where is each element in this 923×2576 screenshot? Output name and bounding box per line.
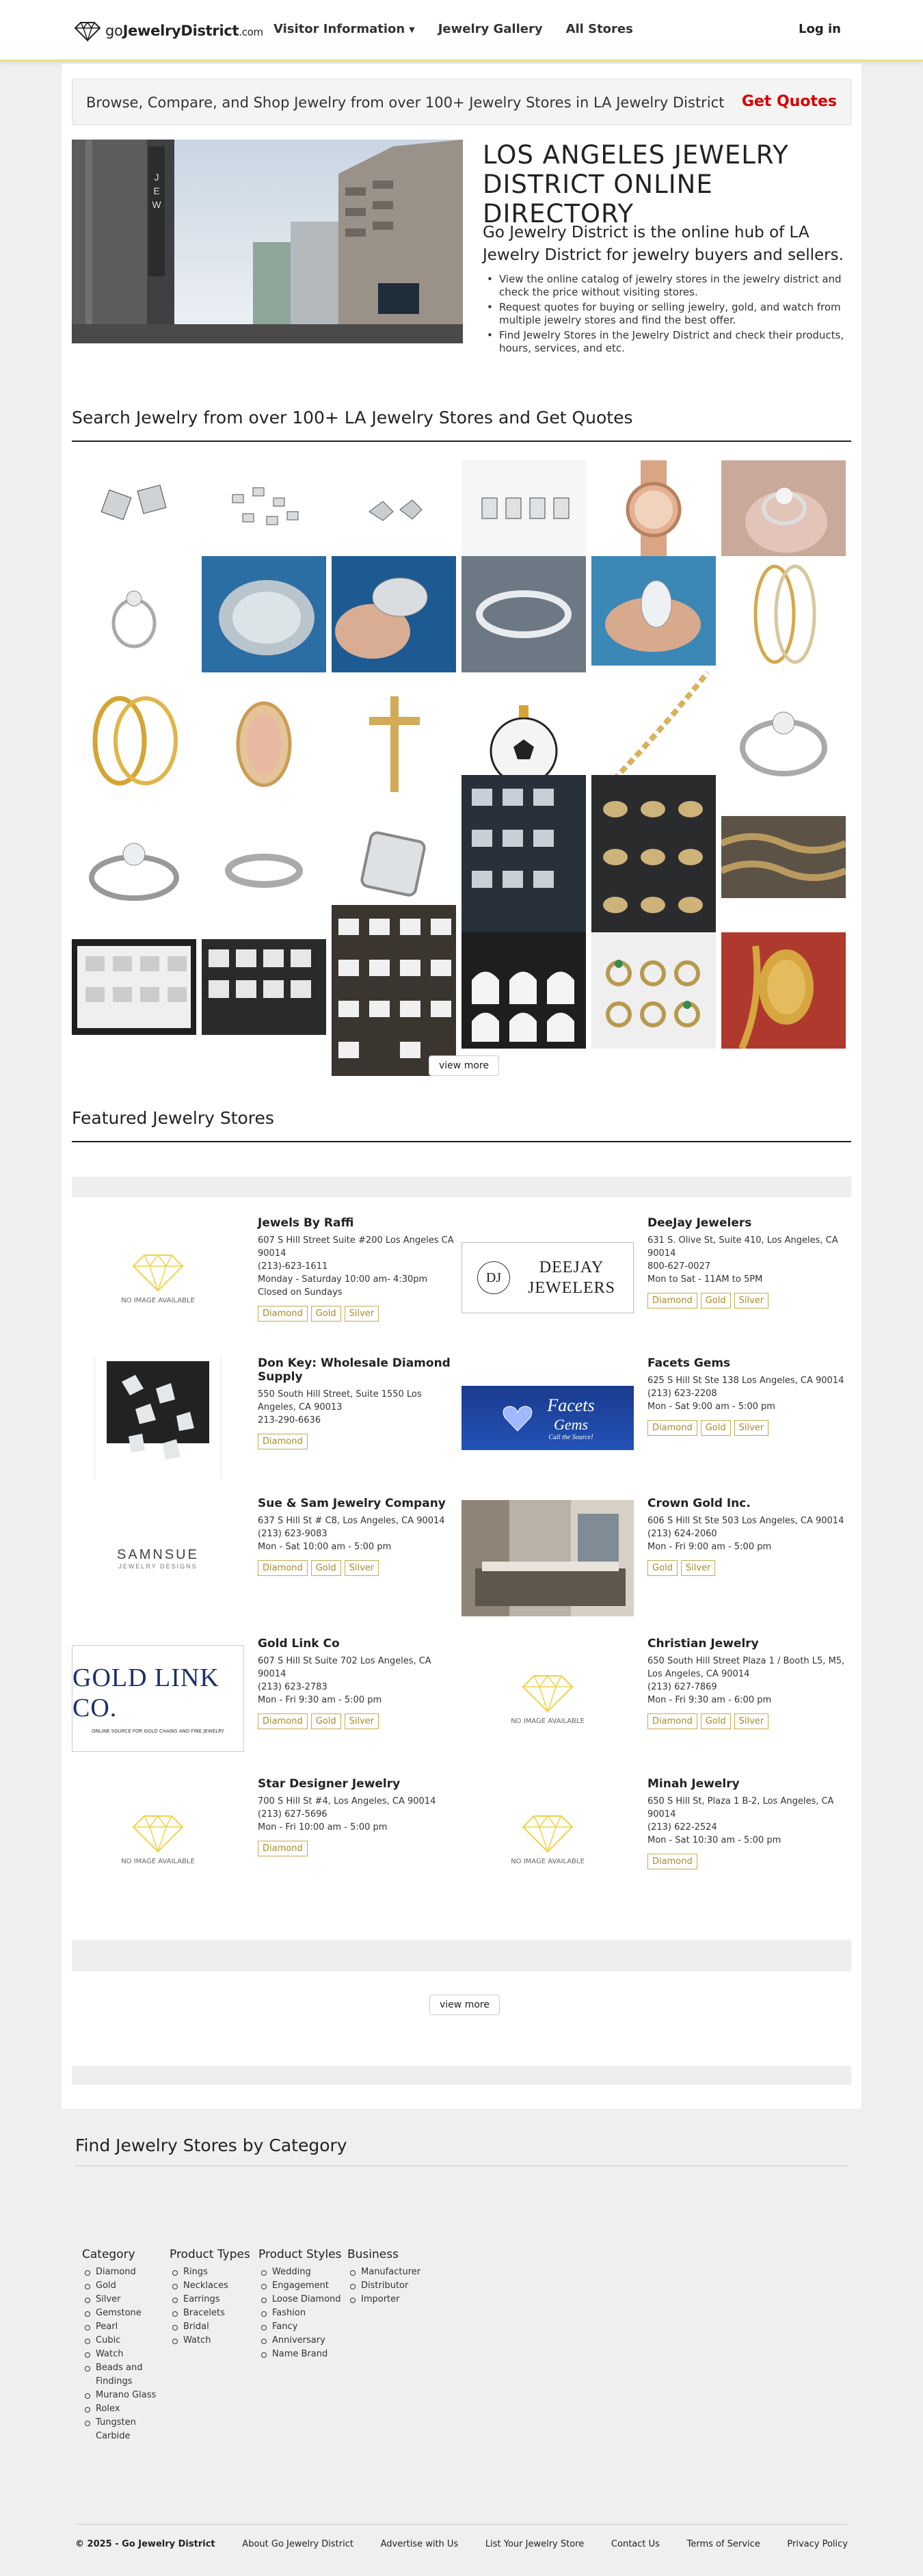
no-image-label: NO IMAGE AVAILABLE	[511, 1718, 585, 1725]
site-header	[0, 0, 923, 62]
jewelry-gallery	[72, 460, 851, 1076]
store-info	[647, 1637, 846, 1729]
store-tag[interactable]: Diamond	[647, 1713, 697, 1729]
store-name[interactable]: Jewels By Raffi	[258, 1216, 354, 1230]
store-detail-line: 606 S Hill St Ste 503 Los Angeles, CA 90014	[647, 1516, 844, 1526]
gallery-item[interactable]	[202, 939, 326, 1035]
store-name[interactable]: Don Key: Wholesale Diamond Supply	[258, 1356, 451, 1384]
logo-text: GOLD LINK CO.	[72, 1664, 219, 1722]
get-quotes-button[interactable]: Get Quotes	[741, 93, 837, 110]
store-tags	[647, 1713, 846, 1729]
store-detail-line: (213) 627-7869	[647, 1682, 717, 1692]
logo-text: Call the Source!	[548, 1433, 593, 1441]
footer-category-link[interactable]: Tungsten Carbide	[96, 2417, 136, 2441]
gallery-item[interactable]	[721, 460, 846, 556]
footer-category-column	[170, 2248, 254, 2348]
footer-category-link[interactable]: Necklaces	[183, 2281, 228, 2291]
store-detail-line: Closed on Sundays	[258, 1287, 343, 1298]
store-detail-line: (213) 623-2208	[647, 1389, 717, 1399]
gallery-item[interactable]	[462, 932, 586, 1049]
store-detail-line: 631 S. Olive St, Suite 410, Los Angeles, CA 90014	[647, 1235, 838, 1259]
nav-visitor-information[interactable]: Visitor Information ▼	[273, 22, 415, 36]
gallery-item[interactable]	[591, 556, 716, 672]
logo-text: JEWELERS	[528, 1279, 615, 1297]
store-tags	[258, 1434, 456, 1449]
no-image-label: NO IMAGE AVAILABLE	[121, 1858, 195, 1865]
footer-category-link[interactable]: Anniversary	[272, 2335, 325, 2345]
store-tag[interactable]: Gold	[647, 1560, 678, 1576]
store-info	[647, 1216, 846, 1309]
gallery-item[interactable]	[72, 556, 196, 672]
store-tag[interactable]: Gold	[701, 1293, 731, 1309]
loading-placeholder	[72, 2066, 851, 2085]
store-info	[647, 1356, 846, 1436]
store-detail-line: Mon to Sat - 11AM to 5PM	[647, 1274, 763, 1285]
hero-street-photo	[72, 140, 463, 343]
footer-category-link[interactable]: Name Brand	[272, 2349, 328, 2359]
store-tags	[258, 1560, 456, 1576]
store-detail-line: Mon - Fri 9:00 am - 5:00 pm	[647, 1542, 772, 1552]
store-detail-line: 213-290-6636	[258, 1415, 321, 1425]
main-content	[62, 64, 861, 2109]
store-tag[interactable]: Gold	[311, 1306, 341, 1322]
gallery-item[interactable]	[721, 816, 846, 898]
store-tag[interactable]: Diamond	[258, 1306, 308, 1322]
store-tag[interactable]: Gold	[311, 1560, 341, 1576]
store-tag[interactable]: Silver	[345, 1560, 379, 1576]
store-tag[interactable]: Diamond	[258, 1713, 308, 1729]
login-link[interactable]: Log in	[799, 22, 841, 36]
store-tags	[258, 1713, 456, 1729]
stores-view-more-button[interactable]: view more	[429, 1995, 500, 2015]
footer-category-link[interactable]: Loose Diamond	[272, 2294, 341, 2304]
store-info	[647, 1777, 846, 1869]
store-card[interactable]	[72, 1497, 455, 1627]
gallery-item[interactable]	[202, 679, 326, 802]
gallery-item[interactable]	[332, 679, 456, 802]
svg-text:E: E	[153, 185, 160, 196]
store-detail-line: (213) 623-2783	[258, 1682, 327, 1692]
store-name[interactable]: Crown Gold Inc.	[647, 1497, 751, 1510]
store-tag[interactable]: Diamond	[647, 1854, 697, 1869]
gallery-item[interactable]	[202, 460, 326, 556]
banner-text: Browse, Compare, and Shop Jewelry from over 100+ Jewelry Stores in LA Jewelry District	[86, 94, 725, 111]
footer-category-link[interactable]: Rolex	[96, 2404, 120, 2414]
footer-category-link[interactable]: Manufacturer	[361, 2267, 421, 2277]
store-tag[interactable]: Silver	[681, 1560, 716, 1576]
store-card[interactable]	[462, 1356, 844, 1486]
copyright: © 2025 - Go Jewelry District	[75, 2539, 215, 2549]
store-detail-line: 650 S Hill St, Plaza 1 B-2, Los Angeles, CA 90014	[647, 1796, 834, 1819]
gallery-item[interactable]	[591, 932, 716, 1049]
store-detail-line: 607 S Hill Street Suite #200 Los Angeles CA 90014	[258, 1235, 454, 1259]
svg-text:W: W	[152, 199, 161, 210]
store-card[interactable]	[462, 1497, 844, 1627]
divider	[72, 441, 851, 442]
gallery-item[interactable]	[332, 905, 456, 1076]
footer-category-link[interactable]: Bridal	[183, 2322, 209, 2332]
gallery-item[interactable]	[721, 679, 846, 802]
footer-link-about[interactable]: About Go Jewelry District	[242, 2539, 353, 2549]
store-tag[interactable]: Gold	[311, 1713, 341, 1729]
store-card[interactable]	[72, 1356, 455, 1486]
gallery-item[interactable]	[591, 460, 716, 556]
loading-placeholder	[72, 1940, 851, 1971]
store-name[interactable]: Sue & Sam Jewelry Company	[258, 1497, 446, 1510]
store-detail-line: 625 S Hill St Ste 138 Los Angeles, CA 90014	[647, 1376, 844, 1386]
footer-link-contact[interactable]: Contact Us	[611, 2539, 660, 2549]
footer-category-link[interactable]: Fancy	[272, 2322, 298, 2332]
footer-bottom-bar	[75, 2539, 848, 2549]
nav-jewelry-gallery[interactable]: Jewelry Gallery	[438, 22, 543, 36]
footer-category-link[interactable]: Engagement	[272, 2281, 329, 2291]
gallery-item[interactable]	[202, 556, 326, 672]
store-detail-line: 637 S Hill St # C8, Los Angeles, CA 90014	[258, 1516, 445, 1526]
store-name[interactable]: Minah Jewelry	[647, 1777, 740, 1791]
store-tags	[647, 1420, 846, 1436]
footer-category-link[interactable]: Beads and Findings	[96, 2363, 143, 2387]
footer-category-column	[347, 2248, 432, 2306]
gallery-item[interactable]	[462, 775, 586, 932]
store-tag[interactable]: Gold	[701, 1713, 731, 1729]
store-tags	[258, 1841, 456, 1856]
footer-category-link[interactable]: Gold	[96, 2281, 116, 2291]
footer-category-link[interactable]: Gemstone	[96, 2308, 142, 2318]
footer-category-link[interactable]: Pearl	[96, 2322, 118, 2332]
store-detail-line: 650 South Hill Street Plaza 1 / Booth L5, M5, Los Angeles, CA 90014	[647, 1656, 845, 1679]
store-detail-line: 700 S Hill St #4, Los Angeles, CA 90014	[258, 1796, 436, 1806]
store-name[interactable]: DeeJay Jewelers	[647, 1216, 752, 1230]
diamond-icon	[131, 1251, 185, 1297]
store-detail-line: Mon - Sat 10:00 am - 5:00 pm	[258, 1542, 392, 1552]
store-logo[interactable]	[72, 1497, 244, 1620]
store-name[interactable]: Gold Link Co	[258, 1637, 340, 1651]
store-photo[interactable]	[462, 1497, 634, 1620]
footer-category-link[interactable]: Fashion	[272, 2308, 306, 2318]
store-tag[interactable]: Diamond	[647, 1420, 697, 1436]
footer-category-link[interactable]: Earrings	[183, 2294, 220, 2304]
logo-text: Facets	[547, 1395, 595, 1415]
diamond-icon	[520, 1812, 575, 1858]
footer-category-link[interactable]: Distributor	[361, 2281, 409, 2291]
divider	[75, 2524, 848, 2525]
logo-text: ONLINE SOURCE FOR GOLD CHAINS AND FINE JEWELRY	[92, 1729, 224, 1734]
heart-pendant-icon	[500, 1401, 535, 1435]
store-tag[interactable]: Silver	[345, 1306, 379, 1322]
store-card[interactable]	[72, 1637, 455, 1767]
quote-banner	[72, 79, 851, 125]
store-logo[interactable]	[462, 1216, 634, 1339]
store-tags	[647, 1854, 846, 1869]
footer-column-heading: Business	[347, 2248, 399, 2261]
footer-category-column	[82, 2248, 163, 2443]
gallery-title: Search Jewelry from over 100+ LA Jewelry Stores and Get Quotes	[72, 408, 633, 428]
store-info	[647, 1497, 846, 1576]
store-info	[258, 1356, 456, 1449]
logo-text: goJewelryDistrict.com	[105, 23, 263, 39]
store-photo[interactable]	[72, 1356, 244, 1480]
store-tag[interactable]: Silver	[734, 1293, 769, 1309]
footer-column-heading: Product Styles	[258, 2248, 342, 2261]
gallery-item[interactable]	[72, 460, 196, 556]
footer-link-privacy[interactable]: Privacy Policy	[787, 2539, 848, 2549]
logo-text: DEEJAY	[539, 1259, 604, 1276]
footer-link-terms[interactable]: Terms of Service	[686, 2539, 760, 2549]
gallery-item[interactable]	[721, 556, 846, 672]
gallery-item[interactable]	[72, 939, 196, 1035]
store-info	[258, 1497, 456, 1576]
divider	[72, 1141, 851, 1142]
store-detail-line: Mon - Sat 10:30 am - 5:00 pm	[647, 1835, 781, 1845]
footer-category-link[interactable]: Rings	[183, 2267, 208, 2277]
gallery-item[interactable]	[332, 460, 456, 556]
no-image-label: NO IMAGE AVAILABLE	[121, 1297, 195, 1304]
store-info	[258, 1777, 456, 1856]
hero-title: LOS ANGELES JEWELRY DISTRICT ONLINE DIRECTORY	[483, 140, 789, 228]
store-name[interactable]: Christian Jewelry	[647, 1637, 759, 1651]
chevron-down-icon: ▼	[409, 25, 415, 34]
gallery-item[interactable]	[462, 460, 586, 556]
deejay-monogram-icon: DJ	[477, 1261, 510, 1294]
logo-text: JEWELRY DESIGNS	[118, 1562, 198, 1570]
gallery-item[interactable]	[202, 802, 326, 932]
store-tag[interactable]: Silver	[734, 1713, 769, 1729]
gallery-view-more-button[interactable]: view more	[429, 1055, 499, 1076]
svg-text:J: J	[154, 172, 159, 183]
store-card[interactable]	[462, 1216, 844, 1346]
gallery-item[interactable]	[591, 775, 716, 932]
store-info	[258, 1637, 456, 1729]
store-card[interactable]	[462, 1777, 844, 1907]
gallery-item[interactable]	[462, 556, 586, 672]
store-card[interactable]	[72, 1216, 455, 1346]
featured-title: Featured Jewelry Stores	[72, 1108, 274, 1128]
store-tag[interactable]: Silver	[734, 1420, 769, 1436]
store-logo[interactable]	[72, 1637, 244, 1760]
site-logo[interactable]	[74, 19, 263, 42]
store-card[interactable]	[72, 1777, 455, 1907]
no-image-placeholder[interactable]	[462, 1637, 634, 1760]
store-name[interactable]: Star Designer Jewelry	[258, 1777, 401, 1791]
store-detail-line: Monday - Saturday 10:00 am- 4:30pm	[258, 1274, 428, 1285]
store-tags	[647, 1293, 846, 1309]
footer-category-link[interactable]: Silver	[96, 2294, 121, 2304]
store-detail-line: (213) 624-2060	[647, 1529, 717, 1539]
store-detail-line: Mon - Sat 9:00 am - 5:00 pm	[647, 1402, 775, 1412]
gallery-item[interactable]	[72, 802, 196, 932]
main-nav	[273, 22, 633, 36]
footer-category-column	[258, 2248, 343, 2361]
diamond-icon	[131, 1812, 185, 1858]
store-detail-line: Mon - Fri 9:30 am - 6:00 pm	[647, 1695, 772, 1705]
footer-category-link[interactable]: Watch	[183, 2335, 211, 2345]
diamond-icon	[74, 20, 101, 42]
store-tags	[647, 1560, 846, 1576]
logo-text: SAMNSUE	[117, 1547, 199, 1562]
hero-subtitle: Go Jewelry District is the online hub of LA Jewelry District for jewelry buyers and sellers.	[483, 224, 844, 264]
store-tag[interactable]: Diamond	[258, 1434, 308, 1449]
store-tag[interactable]: Gold	[701, 1420, 731, 1436]
store-name[interactable]: Facets Gems	[647, 1356, 731, 1370]
footer-link-advertise[interactable]: Advertise with Us	[380, 2539, 459, 2549]
footer-column-heading: Product Types	[170, 2248, 250, 2261]
no-image-label: NO IMAGE AVAILABLE	[511, 1858, 585, 1865]
nav-all-stores[interactable]: All Stores	[565, 22, 633, 36]
footer-link-list-store[interactable]: List Your Jewelry Store	[485, 2539, 585, 2549]
gallery-item[interactable]	[721, 932, 846, 1049]
footer-category-link[interactable]: Importer	[361, 2294, 400, 2304]
store-detail-line: Mon - Fri 10:00 am - 5:00 pm	[258, 1822, 388, 1832]
hero-bullet: • View the online catalog of jewelry stores in the jewelry district and check the price without visiting stores.	[483, 273, 845, 299]
store-tag[interactable]: Diamond	[258, 1841, 308, 1856]
diamond-icon	[520, 1672, 575, 1718]
footer-category-link[interactable]: Bracelets	[183, 2308, 225, 2318]
store-tags	[258, 1306, 456, 1322]
store-tag[interactable]: Diamond	[647, 1293, 697, 1309]
store-detail-line: 607 S Hill St Suite 702 Los Angeles, CA 90014	[258, 1656, 431, 1679]
store-tag[interactable]: Diamond	[258, 1560, 308, 1576]
footer-category-link[interactable]: Cubic	[96, 2335, 121, 2345]
hero-bullet: • Find Jewelry Stores in the Jewelry District and check their products, hours, services, and etc.	[483, 329, 845, 355]
store-detail-line: Mon - Fri 9:30 am - 5:00 pm	[258, 1695, 382, 1705]
no-image-placeholder[interactable]	[72, 1777, 244, 1900]
hero-bullets	[483, 273, 845, 357]
store-info	[258, 1216, 456, 1322]
footer-category-link[interactable]: Diamond	[96, 2267, 136, 2277]
store-detail-line: (213)-623-1611	[258, 1261, 328, 1272]
logo-text: Gems	[553, 1415, 589, 1433]
footer-category-title: Find Jewelry Stores by Category	[75, 2135, 347, 2155]
gallery-item[interactable]	[332, 556, 456, 672]
store-detail-line: 550 South Hill Street, Suite 1550 Los Angeles, CA 90013	[258, 1389, 422, 1412]
store-detail-line: 800-627-0027	[647, 1261, 711, 1272]
hero-bullet: • Request quotes for buying or selling jewelry, gold, and watch from multiple jewelry stores and find the best offer.	[483, 301, 845, 327]
store-tag[interactable]: Silver	[345, 1713, 379, 1729]
footer-category-link[interactable]: Watch	[96, 2349, 124, 2359]
footer-column-heading: Category	[82, 2248, 135, 2261]
no-image-placeholder[interactable]	[462, 1777, 634, 1900]
store-card[interactable]	[462, 1637, 844, 1767]
footer-category-link[interactable]: Wedding	[272, 2267, 311, 2277]
store-detail-line: (213) 622-2524	[647, 1822, 717, 1832]
no-image-placeholder[interactable]	[72, 1216, 244, 1339]
gallery-item[interactable]	[72, 679, 196, 802]
store-logo[interactable]	[462, 1356, 634, 1480]
store-detail-line: (213) 623-9083	[258, 1529, 327, 1539]
footer-category-link[interactable]: Murano Glass	[96, 2390, 157, 2400]
store-detail-line: (213) 627-5696	[258, 1809, 327, 1819]
loading-placeholder	[72, 1177, 851, 1197]
